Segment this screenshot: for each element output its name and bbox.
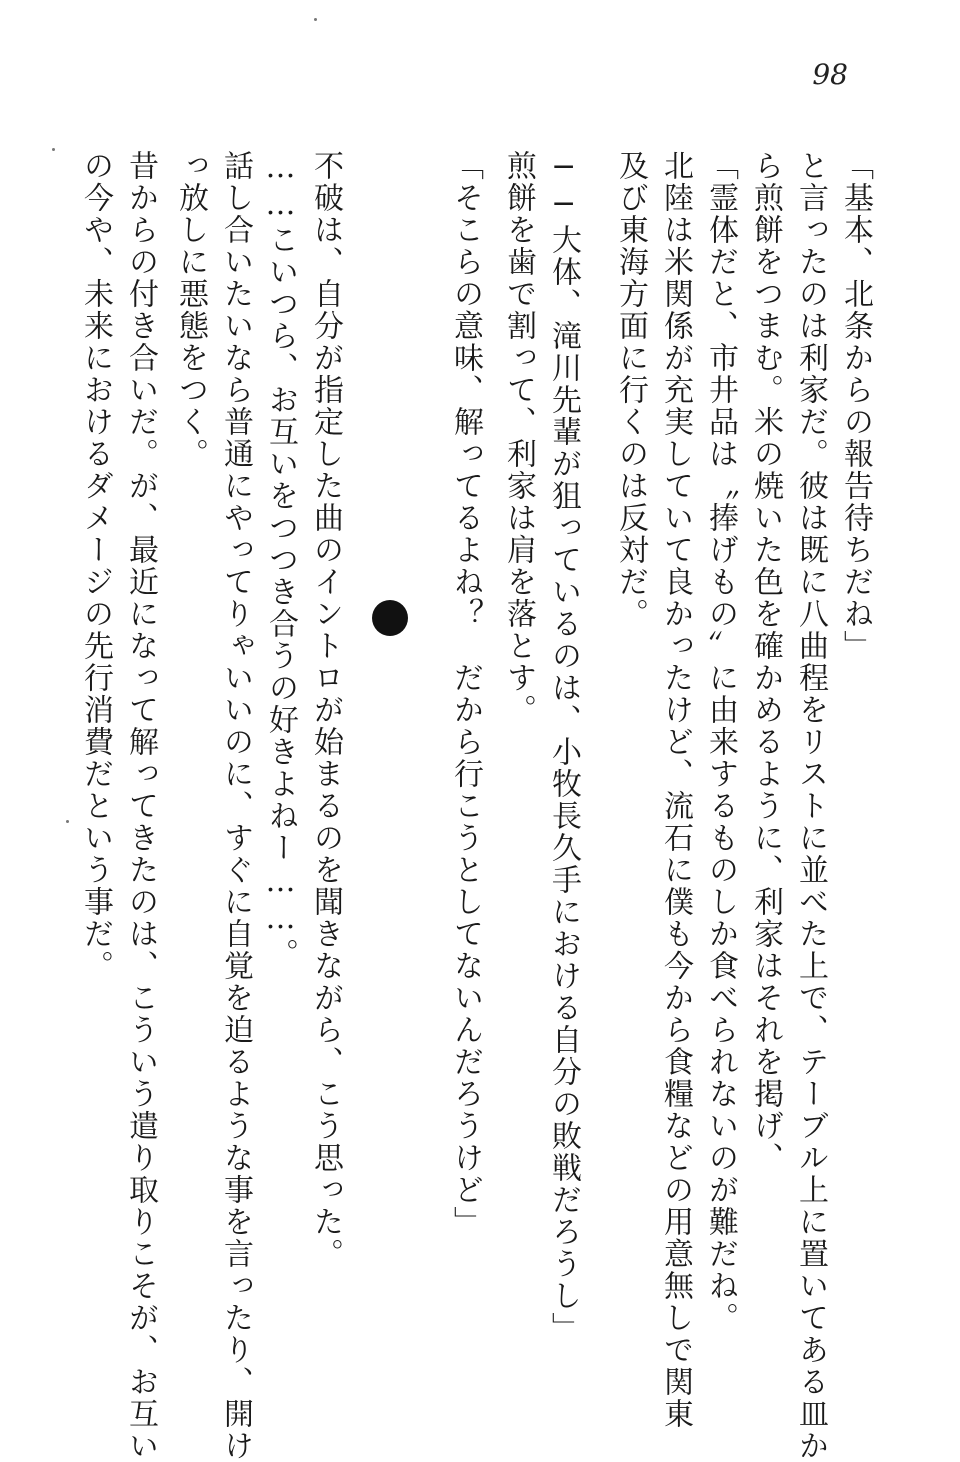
text-column-5: 北陸は米関係が充実していて良かったけど、流石に僕も今から食糧などの用意無しで関東 [658,150,693,1430]
text-column-15: の今や、未来におけるダメージの先行消費だという事だ。 [78,150,113,982]
scan-speck [66,820,69,823]
text-column-3: ら煎餅をつまむ。米の焼いた色を確かめるように、利家はそれを掲げ、 [748,150,783,1174]
scan-speck [52,148,55,151]
text-column-1: 「基本、北条からの報告待ちだね」 [838,150,873,662]
text-column-6: 及び東海方面に行くのは反対だ。 [613,150,648,630]
text-column-9: 「そこらの意味、解ってるよね？ だから行こうとしてないんだろうけど」 [448,150,483,1238]
text-column-8: 煎餅を歯で割って、利家は肩を落とす。 [501,150,536,726]
text-column-7: ──大体、滝川先輩が狙っているのは、小牧長久手における自分の敗戦だろうし」 [546,150,581,1344]
text-column-4: 「霊体だと、市井品は〝捧げもの〟に由来するものしか食べられないのが難だね。 [703,150,738,1334]
text-column-10: 不破は、自分が指定した曲のイントロが始まるのを聞きながら、こう思った。 [308,150,343,1270]
text-column-12: 話し合いたいなら普通にやってりゃいいのに、すぐに自覚を迫るような事を言ったり、開け [218,150,253,1462]
text-column-13: っ放しに悪態をつく。 [173,150,208,470]
text-column-11: ……こいつら、お互いをつつき合うの好きよねー……。 [263,150,298,970]
page-number: 98 [812,58,848,91]
scene-break-dot [372,600,408,636]
text-column-14: 昔からの付き合いだ。が、最近になって解ってきたのは、こういう遣り取りこそが、お互い [123,150,158,1462]
text-column-2: と言ったのは利家だ。彼は既に八曲程をリストに並べた上で、テーブル上に置いてある皿か [793,150,828,1462]
scan-speck [314,18,317,21]
